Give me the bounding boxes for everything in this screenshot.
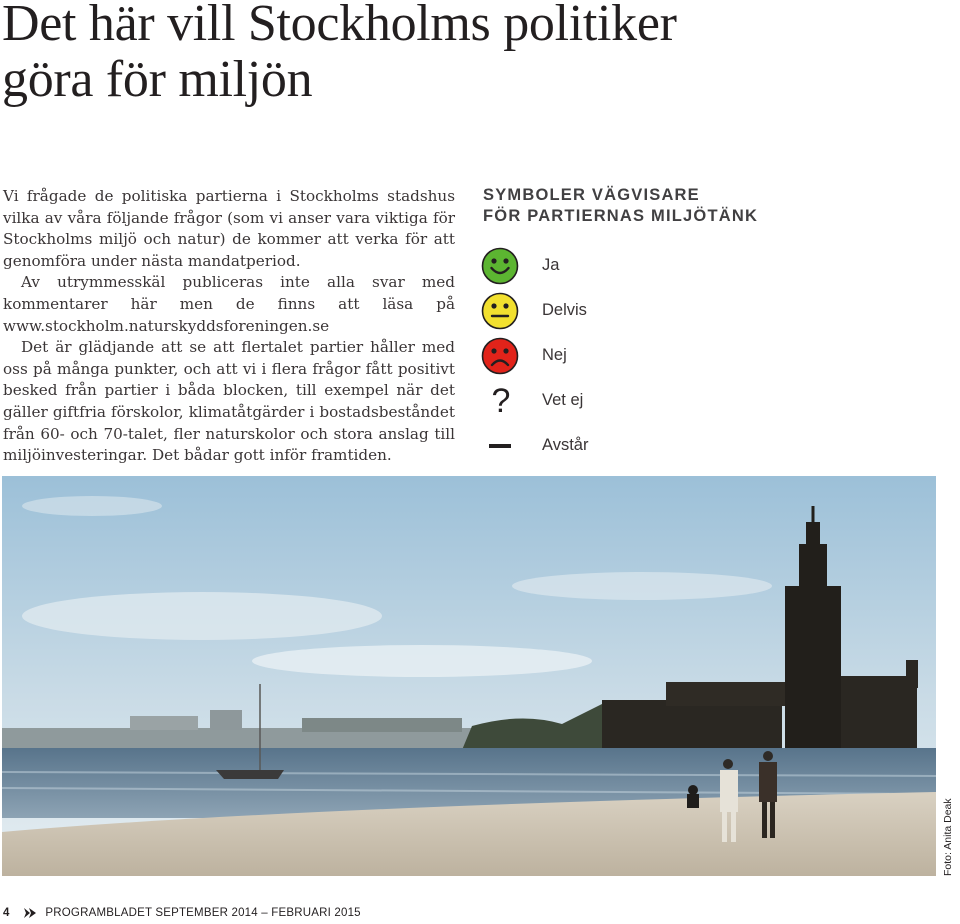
photo-credit: Foto: Anita Deak [942, 798, 954, 876]
legend-label-vet-ej: Vet ej [542, 391, 584, 409]
intro-paragraph-1: Vi frågade de politiska partierna i Stockholms stadshus vilka av våra följande frågor (som vi anser vara viktiga för Stockholms miljö och natur) de kommer att verka för att genomföra under nästa mandatperiod. [3, 187, 455, 270]
title-line-1: Det här vill Stockholms politiker [2, 0, 677, 52]
intro-text [3, 186, 455, 467]
title-line-2: göra för miljön [2, 51, 313, 108]
legend-item-avstar [481, 426, 681, 466]
page-number: 4 [3, 907, 10, 919]
legend-item-nej [481, 336, 681, 376]
neutral-face-icon [481, 291, 521, 331]
intro-paragraph-3: Det är glädjande att se att flertalet partier håller med oss på många punkter, och att vi i flera frågor fått positivt besked från partier i båda blocken, till exempel när det gäller giftfria förskolor, klimatåtgärder i bostadsbeståndet från 60- och 70-talet, fler naturskolor och stora anslag till miljöinvesteringar. Det bådar gott inför framtiden. [3, 338, 455, 465]
sad-face-icon [481, 336, 521, 376]
legend-item-vet-ej [481, 381, 681, 421]
dash-icon [489, 444, 511, 448]
magazine-name: PROGRAMBLADET SEPTEMBER 2014 – FEBRUARI 2015 [45, 907, 361, 919]
legend-title [483, 185, 758, 227]
legend-title-line-2: FÖR PARTIERNAS MILJÖTÄNK [483, 207, 759, 225]
stockholm-city-hall-photo [2, 476, 936, 876]
legend-label-delvis: Delvis [542, 301, 587, 319]
intro-paragraph-2: Av utrymmesskäl publiceras inte alla svar med kommentarer här men de finns att läsa på www.stockholm.naturskyddsforeningen.se [3, 273, 455, 335]
page-footer [3, 905, 361, 921]
photo-illustration [2, 476, 936, 876]
legend-label-nej: Nej [542, 346, 567, 364]
legend-title-line-1: SYMBOLER VÄGVISARE [483, 186, 700, 204]
page-title [2, 0, 677, 108]
double-chevron-right-icon [23, 907, 37, 919]
question-mark-icon: ? [491, 382, 511, 420]
legend-item-delvis [481, 291, 681, 331]
legend-label-ja: Ja [542, 256, 560, 274]
legend-label-avstar: Avstår [542, 436, 589, 454]
legend-item-ja [481, 246, 681, 286]
happy-face-icon [481, 246, 521, 286]
